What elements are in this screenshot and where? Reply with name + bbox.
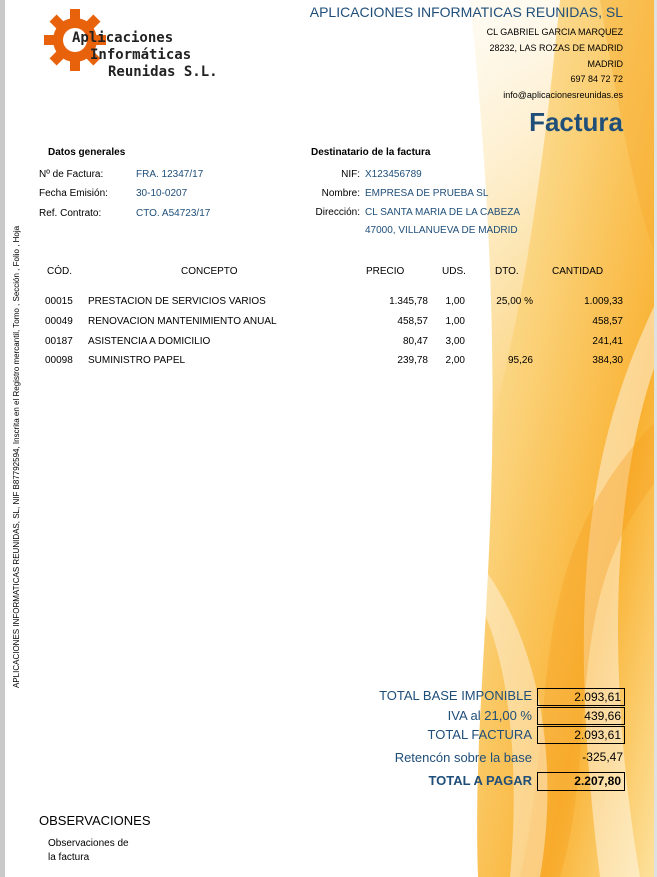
contract-ref-label: Ref. Contrato: [39, 208, 102, 219]
row-code: 00015 [45, 296, 73, 307]
observations-text-line-2: la factura [48, 852, 90, 863]
observations-text-line-1: Observaciones de [48, 838, 129, 849]
row-price: 458,57 [397, 316, 428, 327]
invoice-number-value: FRA. 12347/17 [136, 169, 204, 180]
company-address-1: CL GABRIEL GARCIA MARQUEZ [486, 27, 623, 37]
recipient-nif-label: NIF: [341, 169, 360, 180]
row-discount: 25,00 % [496, 296, 533, 307]
total-base-value: 2.093,61 [537, 688, 625, 706]
total-pay-value: 2.207,80 [537, 772, 625, 791]
row-units: 1,00 [445, 296, 465, 307]
iva-label: IVA al 21,00 % [447, 708, 532, 723]
company-phone: 697 84 72 72 [570, 74, 623, 84]
total-invoice-value: 2.093,61 [537, 726, 625, 744]
row-price: 239,78 [397, 355, 428, 366]
row-price: 80,47 [402, 336, 428, 347]
iva-value: 439,66 [537, 707, 625, 725]
recipient-name-label: Nombre: [321, 188, 360, 199]
header-discount: DTO. [495, 266, 519, 277]
row-units: 3,00 [445, 336, 465, 347]
retention-value: -325,47 [582, 750, 623, 764]
recipient-name-value: EMPRESA DE PRUEBA SL [365, 188, 489, 199]
contract-ref-value: CTO. A54723/17 [136, 208, 211, 219]
row-concept: SUMINISTRO PAPEL [88, 355, 186, 366]
page-frame-left [0, 0, 5, 877]
header-units: UDS. [442, 266, 466, 277]
legal-side-text: APLICACIONES INFORMATICAS REUNIDAS, SL, NIF B87792594, Inscrita en el Registro mercantil, Tomo , Sección , Folio , Hoja [12, 225, 21, 688]
header-amount: CANTIDAD [552, 266, 604, 277]
row-price: 1.345,78 [389, 296, 428, 307]
company-email: info@aplicacionesreunidas.es [503, 90, 623, 100]
row-concept: RENOVACION MANTENIMIENTO ANUAL [88, 316, 277, 327]
row-amount: 384,30 [592, 355, 623, 366]
row-amount: 1.009,33 [584, 296, 623, 307]
row-code: 00049 [45, 316, 73, 327]
row-discount: 95,26 [507, 355, 533, 366]
recipient-heading: Destinatario de la factura [311, 147, 431, 158]
header-concept: CONCEPTO [181, 266, 238, 277]
invoice-number-label: Nº de Factura: [39, 169, 104, 180]
recipient-nif-value: X123456789 [365, 169, 422, 180]
row-concept: ASISTENCIA A DOMICILIO [88, 336, 211, 347]
header-price: PRECIO [366, 266, 405, 277]
row-code: 00187 [45, 336, 73, 347]
row-units: 1,00 [445, 316, 465, 327]
retention-label: Retencón sobre la base [394, 750, 532, 765]
issue-date-value: 30-10-0207 [136, 188, 188, 199]
logo-line-3: Reunidas S.L. [108, 64, 218, 80]
company-city: MADRID [587, 59, 623, 69]
total-base-label: TOTAL BASE IMPONIBLE [379, 688, 532, 703]
observations-heading: OBSERVACIONES [39, 813, 151, 828]
logo-line-1: Aplicaciones [72, 30, 174, 46]
total-pay-label: TOTAL A PAGAR [428, 773, 532, 788]
header-code: CÓD. [47, 266, 72, 277]
recipient-address-line-2: 47000, VILLANUEVA DE MADRID [365, 225, 518, 236]
row-amount: 458,57 [592, 316, 623, 327]
row-code: 00098 [45, 355, 73, 366]
row-units: 2,00 [445, 355, 465, 366]
recipient-address-line-1: CL SANTA MARIA DE LA CABEZA [365, 207, 521, 218]
company-name: APLICACIONES INFORMATICAS REUNIDAS, SL [309, 4, 623, 20]
company-address-2: 28232, LAS ROZAS DE MADRID [489, 43, 623, 53]
general-data-heading: Datos generales [48, 147, 126, 158]
row-concept: PRESTACION DE SERVICIOS VARIOS [88, 296, 266, 307]
logo-line-2: Informáticas [90, 47, 192, 63]
total-invoice-label: TOTAL FACTURA [427, 727, 532, 742]
row-amount: 241,41 [592, 336, 623, 347]
document-title: Factura [529, 107, 623, 137]
recipient-address-label: Dirección: [315, 207, 360, 218]
issue-date-label: Fecha Emisión: [39, 188, 108, 199]
